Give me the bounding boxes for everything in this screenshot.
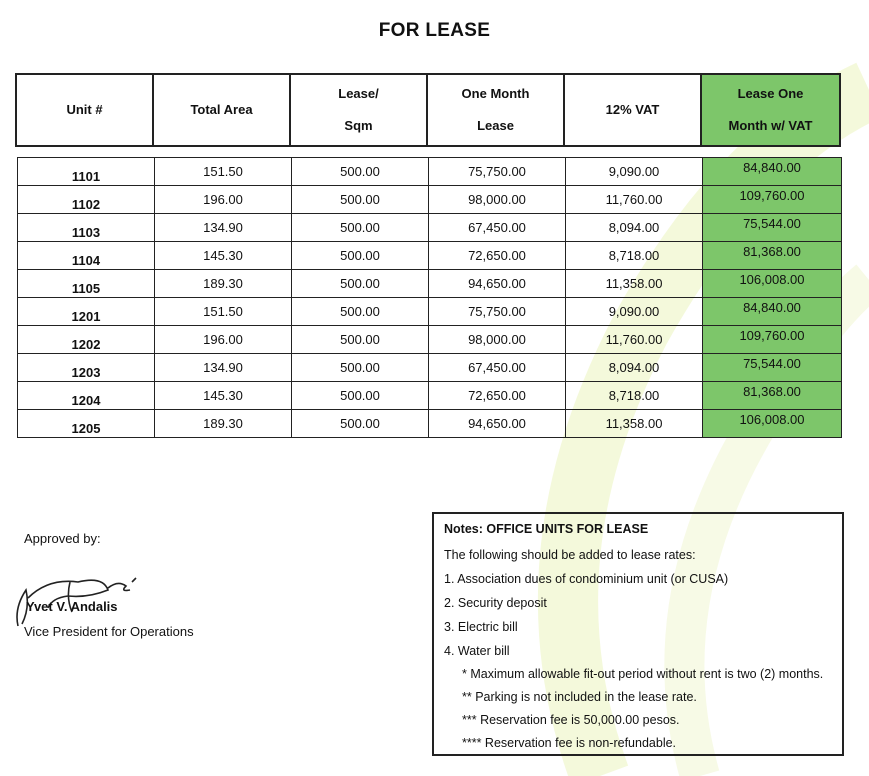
vat-cell: 8,094.00 [566, 214, 703, 242]
lease-table [17, 157, 842, 438]
lease-with-vat-cell: 106,008.00 [703, 270, 842, 298]
table-row [18, 270, 842, 298]
signatory-position: Vice President for Operations [24, 624, 194, 639]
vat-cell: 11,760.00 [566, 186, 703, 214]
lease-per-sqm-cell: 500.00 [292, 410, 429, 438]
one-month-lease-cell: 75,750.00 [429, 298, 566, 326]
notes-item: 3. Electric bill [444, 620, 518, 634]
unit-cell: 1205 [18, 410, 155, 438]
unit-cell: 1101 [18, 158, 155, 186]
unit-cell: 1104 [18, 242, 155, 270]
table-row [18, 158, 842, 186]
table-row [18, 326, 842, 354]
one-month-lease-cell: 72,650.00 [429, 382, 566, 410]
total-area-cell: 151.50 [155, 158, 292, 186]
one-month-lease-cell: 67,450.00 [429, 214, 566, 242]
total-area-cell: 151.50 [155, 298, 292, 326]
one-month-lease-cell: 75,750.00 [429, 158, 566, 186]
lease-with-vat-cell: 84,840.00 [703, 158, 842, 186]
total-area-cell: 134.90 [155, 354, 292, 382]
column-header-unit: Unit # [16, 74, 153, 146]
notes-intro: The following should be added to lease rates: [444, 548, 696, 562]
lease-with-vat-cell: 84,840.00 [703, 298, 842, 326]
one-month-lease-cell: 72,650.00 [429, 242, 566, 270]
lease-per-sqm-cell: 500.00 [292, 326, 429, 354]
column-header-lease-per-sqm: Lease/ Sqm [290, 74, 427, 146]
one-month-lease-cell: 94,650.00 [429, 270, 566, 298]
lease-per-sqm-cell: 500.00 [292, 298, 429, 326]
lease-per-sqm-cell: 500.00 [292, 242, 429, 270]
lease-per-sqm-cell: 500.00 [292, 354, 429, 382]
approved-by-label: Approved by: [24, 531, 101, 546]
unit-cell: 1103 [18, 214, 155, 242]
lease-with-vat-cell: 106,008.00 [703, 410, 842, 438]
lease-per-sqm-cell: 500.00 [292, 158, 429, 186]
total-area-cell: 189.30 [155, 410, 292, 438]
total-area-cell: 196.00 [155, 186, 292, 214]
total-area-cell: 134.90 [155, 214, 292, 242]
total-area-cell: 145.30 [155, 382, 292, 410]
column-header-vat: 12% VAT [564, 74, 701, 146]
vat-cell: 11,358.00 [566, 270, 703, 298]
lease-with-vat-cell: 81,368.00 [703, 382, 842, 410]
column-header-lease-with-vat: Lease One Month w/ VAT [701, 74, 840, 146]
table-row [18, 214, 842, 242]
notes-item: 4. Water bill [444, 644, 510, 658]
vat-cell: 11,760.00 [566, 326, 703, 354]
lease-with-vat-cell: 75,544.00 [703, 354, 842, 382]
lease-with-vat-cell: 81,368.00 [703, 242, 842, 270]
table-row [18, 186, 842, 214]
table-row [18, 242, 842, 270]
table-row [18, 410, 842, 438]
unit-cell: 1203 [18, 354, 155, 382]
notes-item: 1. Association dues of condominium unit (or CUSA) [444, 572, 729, 586]
unit-cell: 1102 [18, 186, 155, 214]
notes-item: 2. Security deposit [444, 596, 547, 610]
lease-per-sqm-cell: 500.00 [292, 214, 429, 242]
vat-cell: 9,090.00 [566, 298, 703, 326]
column-header-one-month-lease: One Month Lease [427, 74, 564, 146]
vat-cell: 8,094.00 [566, 354, 703, 382]
one-month-lease-cell: 98,000.00 [429, 326, 566, 354]
one-month-lease-cell: 94,650.00 [429, 410, 566, 438]
one-month-lease-cell: 98,000.00 [429, 186, 566, 214]
vat-cell: 11,358.00 [566, 410, 703, 438]
unit-cell: 1204 [18, 382, 155, 410]
notes-footnote: **** Reservation fee is non-refundable. [462, 736, 677, 750]
vat-cell: 8,718.00 [566, 382, 703, 410]
lease-per-sqm-cell: 500.00 [292, 186, 429, 214]
page-title: FOR LEASE [378, 20, 491, 41]
notes-title: Notes: OFFICE UNITS FOR LEASE [444, 522, 649, 536]
one-month-lease-cell: 67,450.00 [429, 354, 566, 382]
lease-table-header [15, 73, 841, 147]
total-area-cell: 196.00 [155, 326, 292, 354]
total-area-cell: 189.30 [155, 270, 292, 298]
lease-per-sqm-cell: 500.00 [292, 270, 429, 298]
notes-footnote: ** Parking is not included in the lease rate. [462, 690, 697, 704]
table-row [18, 354, 842, 382]
signatory-name: Yvet V. Andalis [26, 599, 118, 614]
lease-with-vat-cell: 109,760.00 [703, 326, 842, 354]
table-row [18, 382, 842, 410]
lease-with-vat-cell: 109,760.00 [703, 186, 842, 214]
vat-cell: 9,090.00 [566, 158, 703, 186]
total-area-cell: 145.30 [155, 242, 292, 270]
notes-footnote: * Maximum allowable fit-out period without rent is two (2) months. [462, 667, 824, 681]
unit-cell: 1105 [18, 270, 155, 298]
lease-with-vat-cell: 75,544.00 [703, 214, 842, 242]
notes-footnote: *** Reservation fee is 50,000.00 pesos. [462, 713, 680, 727]
unit-cell: 1202 [18, 326, 155, 354]
column-header-total-area: Total Area [153, 74, 290, 146]
notes-box [432, 512, 844, 756]
vat-cell: 8,718.00 [566, 242, 703, 270]
unit-cell: 1201 [18, 298, 155, 326]
lease-per-sqm-cell: 500.00 [292, 382, 429, 410]
table-row [18, 298, 842, 326]
